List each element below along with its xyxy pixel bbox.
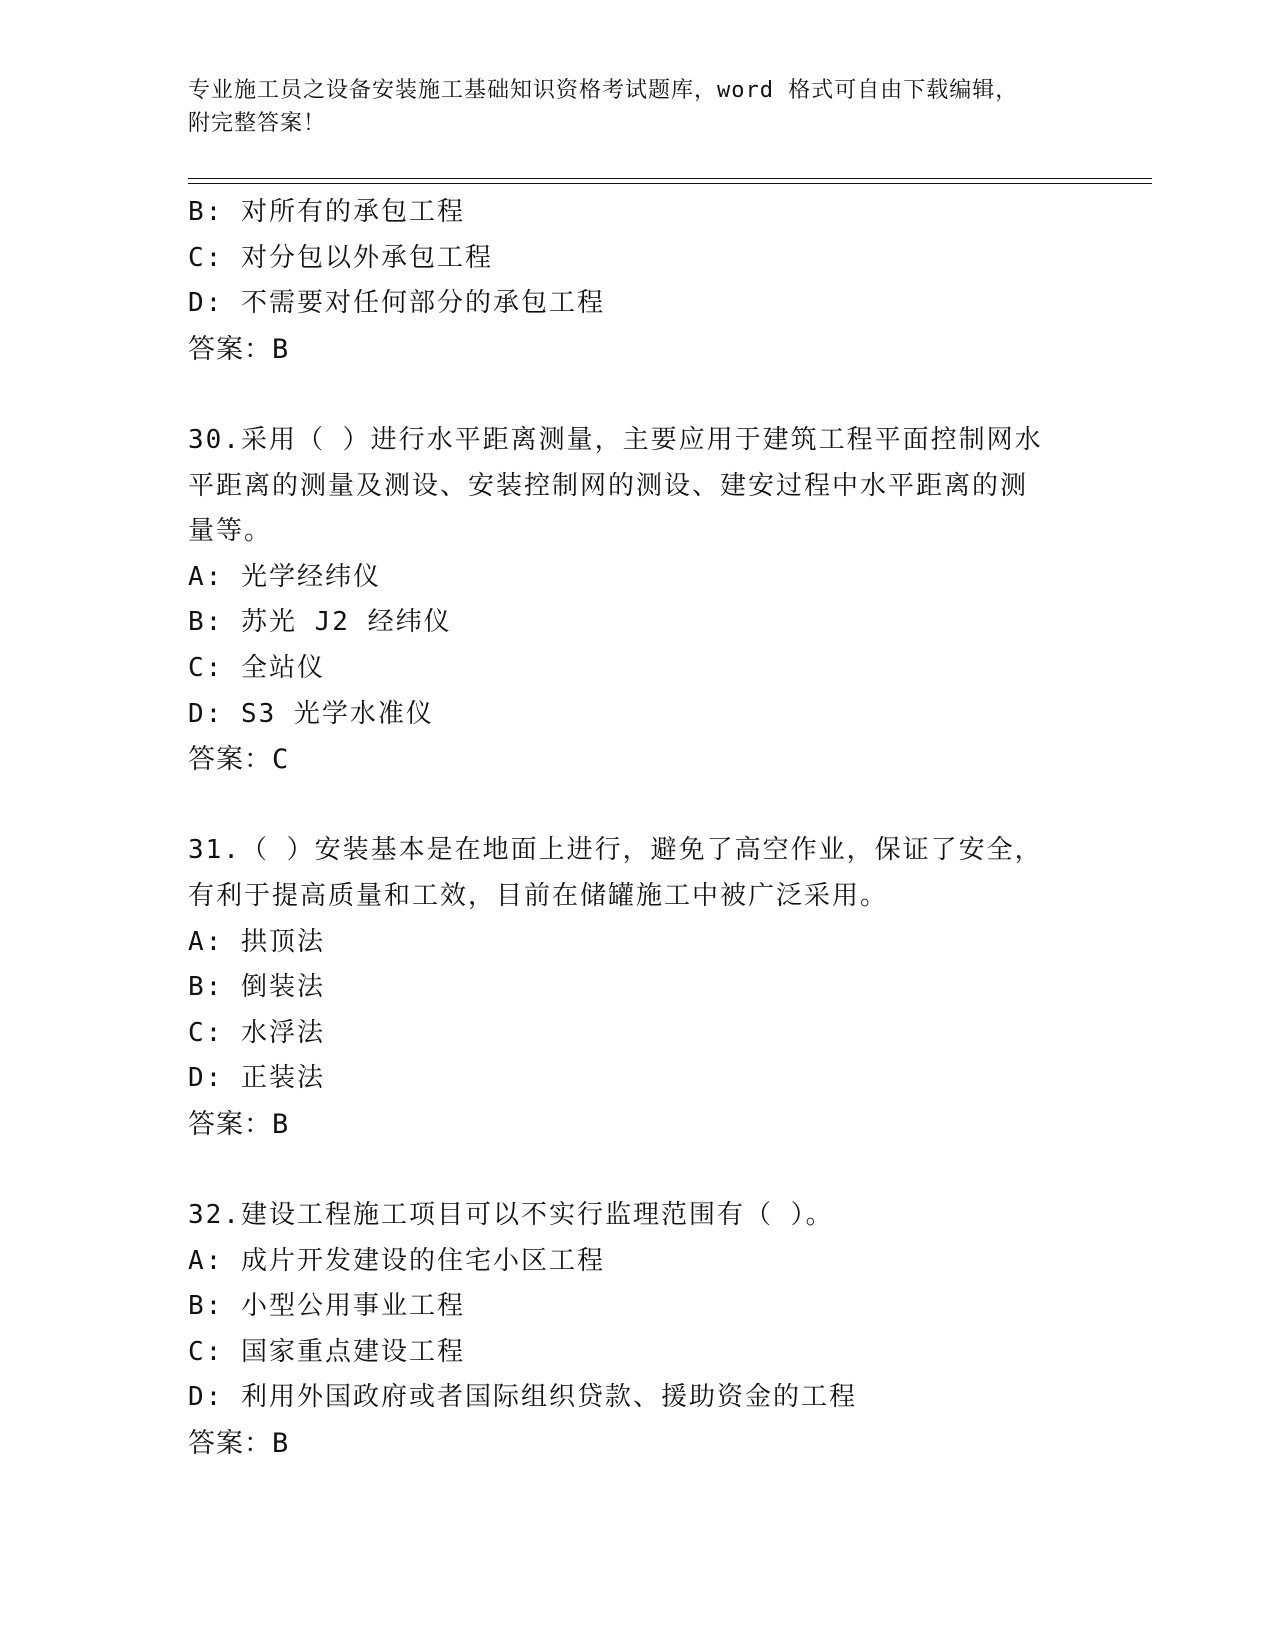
option-b: B: 对所有的承包工程 (188, 197, 465, 227)
option-d: D: S3 光学水准仪 (188, 698, 434, 729)
option-b: B: 苏光 J2 经纬仪 (188, 607, 452, 638)
option-a: A: 光学经纬仪 (188, 561, 381, 592)
header-rule-bottom (188, 183, 1152, 184)
question-32 (188, 1193, 1088, 1467)
option-c: C: 对分包以外承包工程 (188, 242, 493, 273)
answer: 答案：B (188, 1428, 290, 1460)
stem-line-1: 32.建设工程施工项目可以不实行监理范围有（ ）。 (188, 1200, 834, 1231)
answer: 答案：B (188, 333, 290, 365)
option-c: C: 全站仪 (188, 652, 325, 683)
header-line-2: 附完整答案！ (188, 111, 327, 136)
question-29-tail (188, 190, 1088, 372)
spacer (188, 372, 1088, 418)
option-b: B: 倒装法 (188, 972, 325, 1003)
stem-line-1: 31.（ ）安装基本是在地面上进行，避免了高空作业，保证了安全， (188, 835, 1043, 866)
question-30 (188, 418, 1088, 783)
spacer (188, 1147, 1088, 1193)
option-d: D: 正装法 (188, 1063, 325, 1094)
stem-line-1: 30.采用（ ）进行水平距离测量，主要应用于建筑工程平面控制网水 (188, 424, 1043, 455)
stem-line-3: 量等。 (188, 516, 273, 547)
question-stem (188, 418, 1088, 555)
question-31 (188, 828, 1088, 1147)
option-c: C: 水浮法 (188, 1017, 325, 1048)
spacer (188, 783, 1088, 829)
answer: 答案：B (188, 1108, 290, 1140)
option-a: A: 拱顶法 (188, 926, 325, 957)
stem-line-2: 有利于提高质量和工效，目前在储罐施工中被广泛采用。 (188, 880, 889, 911)
answer: 答案：C (188, 744, 290, 776)
question-stem (188, 1193, 1088, 1239)
stem-line-2: 平距离的测量及测设、安装控制网的测设、建安过程中水平距离的测 (188, 470, 1029, 501)
question-list (188, 190, 1088, 1467)
header-line-1: 专业施工员之设备安装施工基础知识资格考试题库，word 格式可自由下载编辑， (188, 78, 1019, 103)
option-a: A: 成片开发建设的住宅小区工程 (188, 1245, 605, 1276)
option-b: B: 小型公用事业工程 (188, 1291, 465, 1322)
option-d: D: 不需要对任何部分的承包工程 (188, 288, 605, 319)
question-stem (188, 828, 1088, 919)
document-header (188, 74, 1088, 140)
header-rule-top (188, 178, 1152, 179)
option-c: C: 国家重点建设工程 (188, 1336, 465, 1367)
option-d: D: 利用外国政府或者国际组织贷款、援助资金的工程 (188, 1382, 857, 1413)
